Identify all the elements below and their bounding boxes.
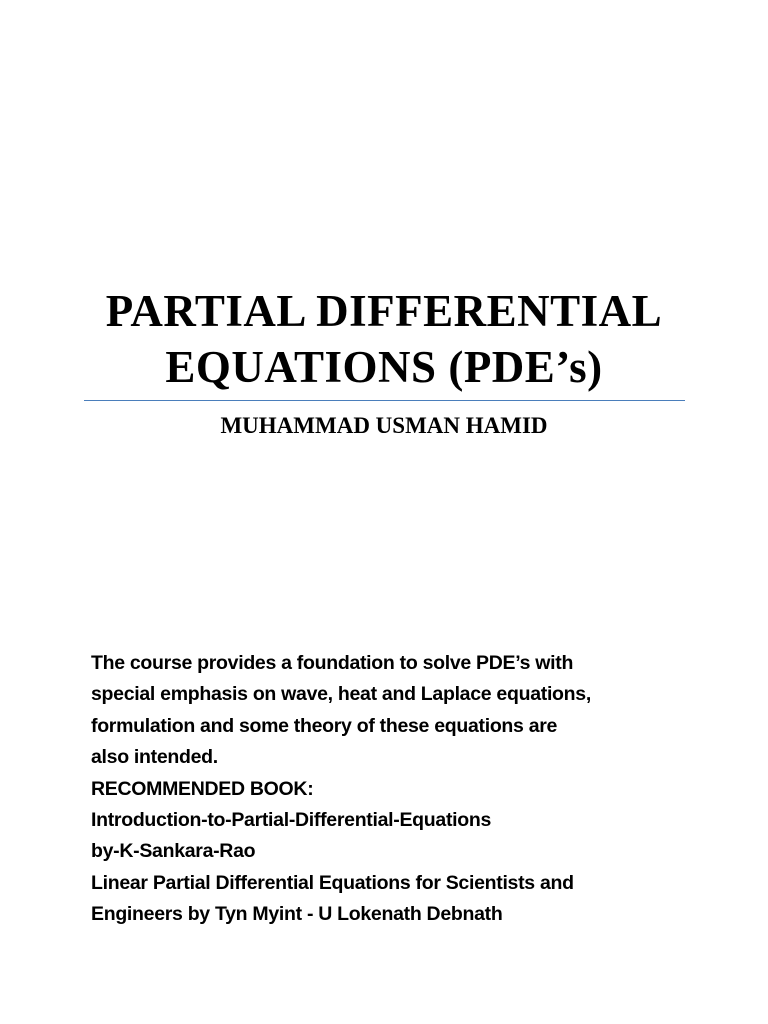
title-divider <box>84 400 685 401</box>
description-line: special emphasis on wave, heat and Laplace equations, <box>91 683 591 706</box>
description-line: also intended. <box>91 746 218 769</box>
description-line: formulation and some theory of these equations are <box>91 714 558 737</box>
title-line-1: PARTIAL DIFFERENTIAL <box>105 286 663 336</box>
recommended-book-heading: RECOMMENDED BOOK: <box>91 777 314 800</box>
book-1-author: by-K-Sankara-Rao <box>91 840 256 863</box>
course-description <box>91 648 691 931</box>
title-line-2: EQUATIONS (PDE’s) <box>165 342 603 392</box>
author-name: MUHAMMAD USMAN HAMID <box>220 413 548 438</box>
book-2-title: Linear Partial Differential Equations for Scientists and <box>91 871 574 894</box>
description-line: The course provides a foundation to solve PDE’s with <box>91 652 574 674</box>
book-1-title: Introduction-to-Partial-Differential-Equations <box>91 809 492 832</box>
document-title <box>84 283 684 395</box>
book-2-authors: Engineers by Tyn Myint - U Lokenath Debnath <box>91 903 503 926</box>
